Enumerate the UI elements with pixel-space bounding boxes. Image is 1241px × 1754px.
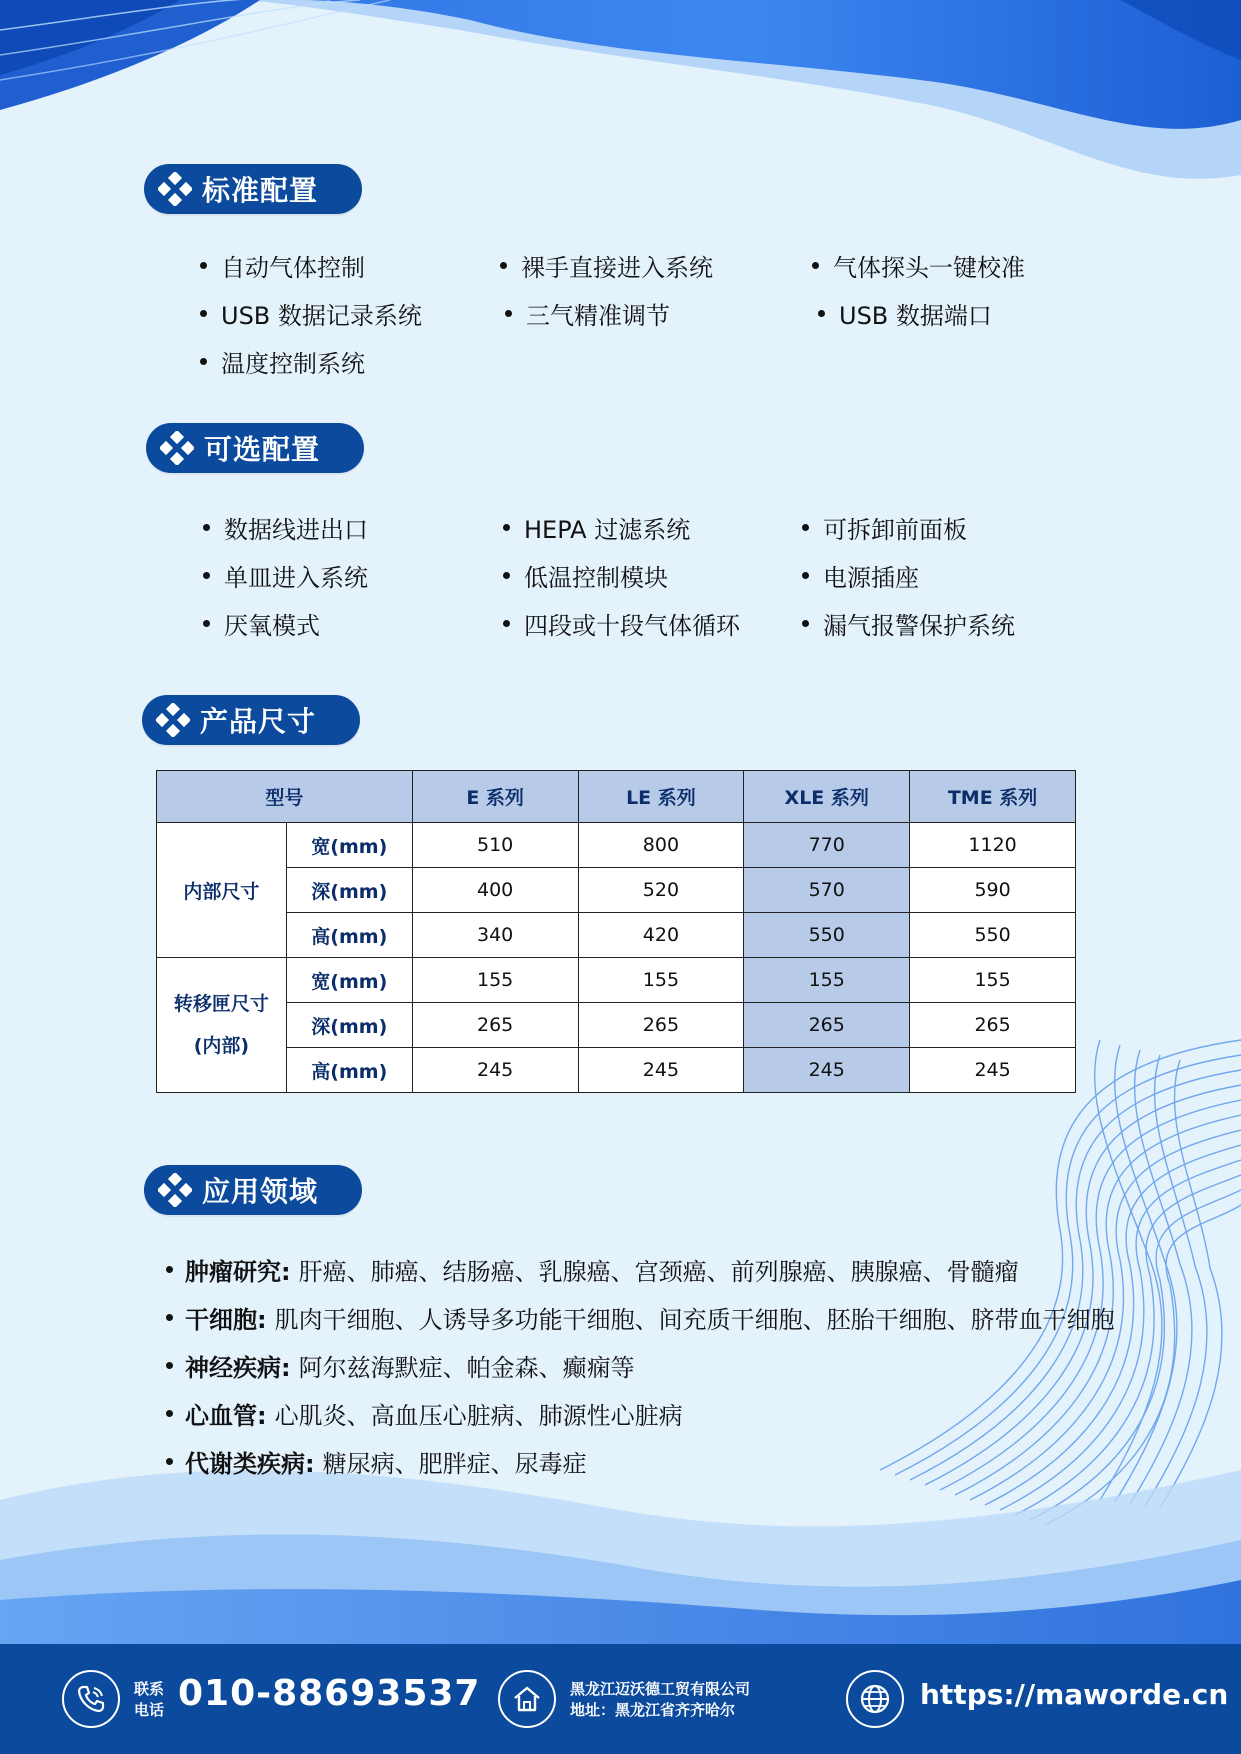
phone-icon <box>62 1670 120 1728</box>
row-group-label-line1: 转移匣尺寸 <box>173 993 269 1015</box>
list-item: 气体探头一键校准 <box>812 248 1025 283</box>
row-group-label <box>157 958 287 1093</box>
table-cell: 245 <box>744 1048 910 1093</box>
table-cell: 340 <box>412 913 578 958</box>
list-item: 自动气体控制 <box>200 248 365 283</box>
diamond-cluster-icon <box>160 431 194 465</box>
table-cell: 245 <box>412 1048 578 1093</box>
row-group-label-line2: (内部) <box>193 1035 250 1057</box>
table-row <box>157 868 1076 913</box>
bullet-icon <box>802 524 809 531</box>
bullet-icon <box>503 572 510 579</box>
bullet-icon <box>812 262 819 269</box>
list-item: 三气精准调节 <box>505 296 670 331</box>
list-item: 数据线进出口 <box>203 510 368 545</box>
application-text: 肌肉干细胞、人诱导多功能干细胞、间充质干细胞、胚胎干细胞、脐带血干细胞 <box>274 1306 1115 1334</box>
table-cell: 245 <box>578 1048 744 1093</box>
list-item: 裸手直接进入系统 <box>500 248 713 283</box>
table-cell: 1120 <box>910 823 1076 868</box>
list-item: 低温控制模块 <box>503 558 668 593</box>
company-name: 黑龙江迈沃德工贸有限公司 <box>570 1680 751 1698</box>
bullet-icon <box>166 1266 173 1273</box>
application-text: 糖尿病、肥胖症、尿毒症 <box>322 1450 587 1478</box>
table-header-cell: E 系列 <box>412 771 578 823</box>
row-dim-label: 深(mm) <box>286 1003 412 1048</box>
table-header-cell: XLE 系列 <box>744 771 910 823</box>
bullet-icon <box>166 1458 173 1465</box>
table-cell: 590 <box>910 868 1076 913</box>
list-item: USB 数据记录系统 <box>200 296 422 331</box>
list-item: 温度控制系统 <box>200 344 365 379</box>
section-title: 可选配置 <box>204 433 321 466</box>
home-icon <box>498 1670 556 1728</box>
table-row <box>157 958 1076 1003</box>
bullet-icon <box>818 310 825 317</box>
table-cell: 510 <box>412 823 578 868</box>
section-title: 标准配置 <box>202 174 319 207</box>
list-item: HEPA 过滤系统 <box>503 510 690 545</box>
diamond-cluster-icon <box>156 703 190 737</box>
globe-icon <box>846 1670 904 1728</box>
bullet-icon <box>503 524 510 531</box>
company-address: 地址：黑龙江省齐齐哈尔 <box>570 1701 736 1719</box>
list-item: USB 数据端口 <box>818 296 992 331</box>
row-dim-label: 高(mm) <box>286 913 412 958</box>
section-title: 应用领域 <box>202 1175 319 1208</box>
bullet-icon <box>166 1410 173 1417</box>
section-header-optional <box>146 423 364 473</box>
application-label: 心血管: <box>185 1402 267 1430</box>
table-cell: 520 <box>578 868 744 913</box>
bullet-icon <box>500 262 507 269</box>
bullet-icon <box>203 524 210 531</box>
contact-label: 联系 电话 <box>134 1680 165 1719</box>
row-dim-label: 宽(mm) <box>286 823 412 868</box>
bullet-icon <box>200 358 207 365</box>
application-text: 阿尔兹海默症、帕金森、癫痫等 <box>298 1354 635 1382</box>
list-item <box>166 1252 1019 1287</box>
bullet-icon <box>166 1314 173 1321</box>
list-item <box>166 1444 587 1479</box>
table-cell: 420 <box>578 913 744 958</box>
table-cell: 155 <box>578 958 744 1003</box>
row-dim-label: 深(mm) <box>286 868 412 913</box>
list-item: 漏气报警保护系统 <box>802 606 1015 641</box>
table-header-cell: TME 系列 <box>910 771 1076 823</box>
application-label: 神经疾病: <box>185 1354 291 1382</box>
application-text: 心肌炎、高血压心脏病、肺源性心脏病 <box>274 1402 683 1430</box>
footer-bar <box>0 1644 1241 1754</box>
list-item: 电源插座 <box>802 558 919 593</box>
dimensions-table <box>156 770 1076 1093</box>
row-group-label: 内部尺寸 <box>157 823 287 958</box>
table-cell: 265 <box>744 1003 910 1048</box>
diamond-cluster-icon <box>158 172 192 206</box>
list-item: 单皿进入系统 <box>203 558 368 593</box>
bullet-icon <box>203 572 210 579</box>
bullet-icon <box>802 620 809 627</box>
diamond-cluster-icon <box>158 1173 192 1207</box>
table-row <box>157 1048 1076 1093</box>
list-item <box>166 1348 635 1383</box>
application-text: 肝癌、肺癌、结肠癌、乳腺癌、宫颈癌、前列腺癌、胰腺癌、骨髓瘤 <box>298 1258 1019 1286</box>
table-header-model: 型号 <box>157 771 413 823</box>
table-row <box>157 913 1076 958</box>
table-cell: 155 <box>744 958 910 1003</box>
table-header-cell: LE 系列 <box>578 771 744 823</box>
table-row <box>157 823 1076 868</box>
list-item <box>166 1396 683 1431</box>
table-cell: 155 <box>412 958 578 1003</box>
list-item <box>166 1300 1115 1335</box>
section-title: 产品尺寸 <box>200 705 317 738</box>
bullet-icon <box>203 620 210 627</box>
list-item: 厌氧模式 <box>203 606 320 641</box>
table-cell: 550 <box>910 913 1076 958</box>
table-row <box>157 1003 1076 1048</box>
table-cell: 265 <box>578 1003 744 1048</box>
company-info <box>570 1679 750 1721</box>
table-cell: 265 <box>412 1003 578 1048</box>
table-cell: 155 <box>910 958 1076 1003</box>
section-header-standard <box>144 164 362 214</box>
table-cell: 245 <box>910 1048 1076 1093</box>
table-header-row <box>157 771 1076 823</box>
bullet-icon <box>200 262 207 269</box>
table-cell: 800 <box>578 823 744 868</box>
row-dim-label: 高(mm) <box>286 1048 412 1093</box>
bullet-icon <box>166 1362 173 1369</box>
table-cell: 400 <box>412 868 578 913</box>
bullet-icon <box>802 572 809 579</box>
section-header-applications <box>144 1165 362 1215</box>
table-cell: 550 <box>744 913 910 958</box>
table-cell: 570 <box>744 868 910 913</box>
website-link[interactable]: https://maworde.cn <box>920 1678 1229 1711</box>
bullet-icon <box>200 310 207 317</box>
section-header-dimensions <box>142 695 360 745</box>
table-cell: 265 <box>910 1003 1076 1048</box>
list-item: 四段或十段气体循环 <box>503 606 740 641</box>
application-label: 肿瘤研究: <box>185 1258 291 1286</box>
row-dim-label: 宽(mm) <box>286 958 412 1003</box>
application-label: 干细胞: <box>185 1306 267 1334</box>
list-item: 可拆卸前面板 <box>802 510 967 545</box>
bullet-icon <box>503 620 510 627</box>
phone-number[interactable]: 010-88693537 <box>178 1673 481 1714</box>
bullet-icon <box>505 310 512 317</box>
table-cell: 770 <box>744 823 910 868</box>
application-label: 代谢类疾病: <box>185 1450 315 1478</box>
